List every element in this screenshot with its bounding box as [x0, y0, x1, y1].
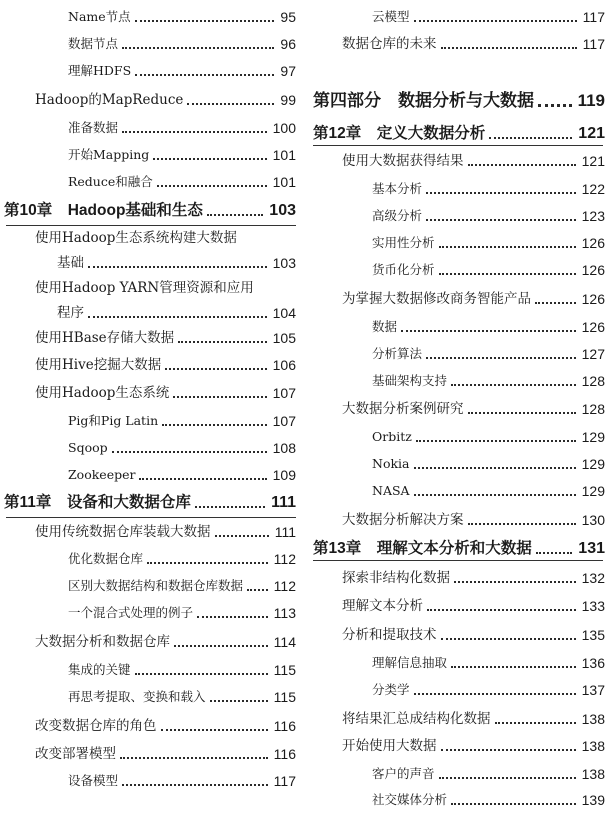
toc-entry-title: 基础 — [57, 255, 84, 271]
toc-entry-title: 开始Mapping — [68, 147, 150, 162]
dot-leader — [489, 137, 572, 139]
page-number: 119 — [577, 91, 605, 110]
page-number: 139 — [581, 792, 605, 808]
page-number: 122 — [581, 181, 605, 197]
toc-entry-sub[interactable] — [309, 650, 605, 676]
page-number: 103 — [272, 255, 296, 271]
toc-entry-sub[interactable] — [309, 677, 605, 703]
toc-entry-title: 分析算法 — [372, 346, 423, 361]
dot-leader — [451, 803, 576, 805]
toc-entry-sec[interactable] — [0, 352, 296, 378]
toc-entry-sec[interactable] — [0, 713, 296, 739]
toc-entry-title: 一个混合式处理的例子 — [68, 605, 194, 620]
dot-leader — [451, 666, 576, 668]
page-number: 129 — [581, 456, 605, 472]
toc-entry-sub[interactable] — [309, 176, 605, 202]
dot-leader — [439, 273, 576, 275]
page-number: 123 — [581, 208, 605, 224]
page-number: 126 — [581, 319, 605, 335]
dot-leader — [195, 506, 265, 508]
page-number: 129 — [581, 429, 605, 445]
toc-entry-sec[interactable] — [0, 629, 296, 655]
dot-leader — [426, 219, 576, 221]
toc-entry-sub[interactable] — [0, 435, 296, 461]
dot-leader — [147, 562, 268, 564]
toc-entry-title: Nokia — [372, 456, 410, 471]
toc-entry-sec[interactable] — [309, 733, 605, 759]
dot-leader — [536, 552, 573, 554]
toc-entry-sub[interactable] — [0, 4, 296, 30]
toc-entry-title: Reduce和融合 — [68, 174, 153, 189]
page-number: 105 — [272, 330, 296, 346]
page-number: 95 — [280, 9, 296, 25]
toc-entry-chapter[interactable] — [309, 536, 605, 562]
page-number: 121 — [578, 125, 605, 142]
page-number: 116 — [273, 746, 296, 762]
dot-leader — [161, 729, 268, 731]
toc-entry-sec[interactable] — [309, 148, 605, 174]
toc-entry-title: 数据仓库的未来 — [342, 36, 437, 52]
toc-entry-title: 开始使用大数据 — [342, 738, 437, 754]
dot-leader — [187, 103, 274, 105]
toc-entry-sub[interactable] — [0, 408, 296, 434]
toc-entry-part[interactable] — [309, 88, 605, 114]
toc-entry-sub[interactable] — [309, 451, 605, 477]
toc-entry-title: 探索非结构化数据 — [342, 570, 450, 586]
page-number: 113 — [273, 605, 296, 621]
page-number: 103 — [269, 202, 296, 219]
dot-leader — [122, 131, 267, 133]
toc-entry-title: 使用传统数据仓库装载大数据 — [35, 524, 211, 540]
toc-entry-sec[interactable] — [0, 519, 296, 545]
page-number: 127 — [581, 346, 605, 362]
toc-entry-sub[interactable] — [0, 600, 296, 626]
toc-entry-title: Name节点 — [68, 9, 131, 24]
toc-entry-title: 程序 — [57, 305, 84, 321]
page-number: 131 — [578, 540, 605, 557]
toc-entry-title: 理解信息抽取 — [372, 655, 448, 670]
dot-leader — [165, 368, 266, 370]
page-number: 136 — [581, 655, 605, 671]
chapter-title: 第10章 Hadoop基础和生态 — [4, 202, 203, 219]
dot-leader — [88, 316, 267, 318]
toc-entry-sub[interactable] — [0, 657, 296, 683]
toc-entry-title: 实用性分析 — [372, 235, 435, 250]
dot-leader — [451, 384, 576, 386]
toc-entry-sub[interactable] — [309, 368, 605, 394]
toc-entry-title: 客户的声音 — [372, 766, 435, 781]
dot-leader — [174, 645, 268, 647]
page-number: 100 — [272, 120, 296, 136]
toc-entry-sub[interactable] — [0, 31, 296, 57]
toc-entry-sub[interactable] — [309, 761, 605, 787]
page-number: 101 — [272, 147, 296, 163]
page-number: 117 — [273, 773, 296, 789]
toc-entry-title: 社交媒体分析 — [372, 792, 448, 807]
dot-leader — [441, 47, 577, 49]
part-title: 第四部分 数据分析与大数据 — [313, 91, 534, 110]
page-number: 111 — [271, 494, 296, 511]
toc-entry-chapter[interactable] — [0, 198, 296, 224]
page-number: 138 — [581, 738, 605, 754]
dot-leader — [468, 523, 576, 525]
page-number: 126 — [581, 235, 605, 251]
toc-entry-title: NASA — [372, 483, 410, 498]
dot-leader — [468, 412, 576, 414]
toc-entry-title: 大数据分析解决方案 — [342, 512, 464, 528]
toc-entry-sub[interactable] — [309, 203, 605, 229]
dot-leader — [414, 494, 576, 496]
page-number: 112 — [273, 578, 296, 594]
toc-entry-title: 使用Hive挖掘大数据 — [35, 357, 162, 373]
page-number: 137 — [581, 682, 605, 698]
toc-entry-title: 改变部署模型 — [35, 746, 116, 762]
page-number: 128 — [581, 373, 605, 389]
page-number: 117 — [582, 36, 605, 52]
page-number: 108 — [272, 440, 296, 456]
dot-leader — [426, 192, 576, 194]
dot-leader — [427, 609, 576, 611]
toc-entry-sec[interactable] — [0, 87, 296, 113]
toc-entry-title: 使用大数据获得结果 — [342, 153, 464, 169]
toc-entry-title: 区别大数据结构和数据仓库数据 — [68, 578, 244, 593]
toc-entry-sec[interactable] — [309, 706, 605, 732]
page-number: 133 — [581, 598, 605, 614]
toc-entry-sec[interactable] — [309, 593, 605, 619]
toc-entry-title: 使用Hadoop生态系统 — [35, 385, 170, 401]
toc-entry-sub[interactable] — [309, 4, 605, 30]
dot-leader — [157, 185, 267, 187]
page-number: 115 — [273, 662, 296, 678]
dot-leader — [122, 784, 268, 786]
dot-leader — [439, 246, 576, 248]
toc-entry-title: Zookeeper — [68, 467, 136, 482]
chapter-title: 第13章 理解文本分析和大数据 — [313, 540, 532, 557]
dot-leader — [416, 440, 576, 442]
toc-entry-sub[interactable] — [0, 115, 296, 141]
page-number: 111 — [274, 524, 296, 540]
toc-entry-title: 基本分析 — [372, 181, 423, 196]
page-number: 107 — [272, 413, 296, 429]
dot-leader — [414, 467, 576, 469]
toc-entry-sec[interactable] — [309, 286, 605, 312]
toc-entry-sub[interactable] — [0, 142, 296, 168]
toc-entry-sec[interactable] — [309, 622, 605, 648]
toc-entry-chapter[interactable] — [0, 490, 296, 516]
page-number: 101 — [272, 174, 296, 190]
toc-entry-title: 基础架构支持 — [372, 373, 448, 388]
page-number: 138 — [581, 711, 605, 727]
dot-leader — [210, 700, 268, 702]
page-number: 116 — [273, 718, 296, 734]
dot-leader — [135, 74, 274, 76]
toc-entry-sub[interactable] — [309, 478, 605, 504]
page-number: 126 — [581, 291, 605, 307]
toc-entry-sec[interactable] — [309, 396, 605, 422]
dot-leader — [426, 357, 576, 359]
toc-entry-sub[interactable] — [0, 58, 296, 84]
toc-entry-title: 集成的关键 — [68, 662, 131, 677]
toc-entry-title: 为掌握大数据修改商务智能产品 — [342, 291, 531, 307]
toc-entry-title: 使用Hadoop生态系统构建大数据 — [35, 230, 237, 246]
dot-leader — [139, 478, 266, 480]
toc-entry-title: 大数据分析案例研究 — [342, 401, 464, 417]
dot-leader — [207, 214, 263, 216]
toc-entry-sec[interactable] — [0, 325, 296, 351]
toc-entry-title: Hadoop的MapReduce — [35, 92, 184, 108]
toc-entry-sec[interactable] — [309, 565, 605, 591]
toc-entry-title: 准备数据 — [68, 120, 119, 135]
toc-entry-sub[interactable] — [309, 314, 605, 340]
chapter-title: 第11章 设备和大数据仓库 — [4, 494, 191, 511]
toc-entry-sub[interactable] — [309, 257, 605, 283]
toc-entry-sub[interactable] — [0, 462, 296, 488]
toc-entry-sub[interactable] — [0, 573, 296, 599]
dot-leader — [162, 424, 267, 426]
chapter-rule — [6, 517, 296, 518]
dot-leader — [178, 341, 266, 343]
dot-leader — [441, 749, 576, 751]
toc-entry-title: 改变数据仓库的角色 — [35, 718, 157, 734]
dot-leader — [215, 535, 269, 537]
toc-entry-sec[interactable] — [0, 741, 296, 767]
toc-entry-title: 使用Hadoop YARN管理资源和应用 — [35, 280, 254, 296]
chapter-title: 第12章 定义大数据分析 — [313, 125, 486, 142]
dot-leader — [153, 158, 266, 160]
toc-entry-sub[interactable] — [309, 341, 605, 367]
toc-entry-sub[interactable] — [309, 424, 605, 450]
toc-entry-first-line[interactable] — [0, 276, 296, 300]
dot-leader — [414, 20, 577, 22]
toc-entry-sub[interactable] — [309, 230, 605, 256]
page-number: 114 — [273, 634, 296, 650]
toc-entry-title: 分析和提取技术 — [342, 627, 437, 643]
toc-entry-title: 将结果汇总成结构化数据 — [342, 711, 491, 727]
page-number: 121 — [581, 153, 605, 169]
toc-entry-title: Pig和Pig Latin — [68, 413, 159, 428]
page-number: 99 — [280, 92, 296, 108]
dot-leader — [247, 589, 268, 591]
dot-leader — [454, 581, 576, 583]
toc-entry-title: 货币化分析 — [372, 262, 435, 277]
toc-entry-title: 大数据分析和数据仓库 — [35, 634, 170, 650]
dot-leader — [495, 722, 576, 724]
toc-entry-sec[interactable] — [0, 250, 296, 276]
dot-leader — [414, 693, 576, 695]
page-number: 112 — [273, 551, 296, 567]
toc-entry-title: 分类学 — [372, 682, 410, 697]
dot-leader — [468, 164, 576, 166]
toc-entry-title: 使用HBase存储大数据 — [35, 330, 175, 346]
page-number: 106 — [272, 357, 296, 373]
dot-leader — [112, 451, 267, 453]
toc-entry-title: 再思考提取、变换和载入 — [68, 689, 206, 704]
dot-leader — [441, 638, 576, 640]
page-number: 97 — [280, 63, 296, 79]
page-number: 126 — [581, 262, 605, 278]
toc-entry-title: 优化数据仓库 — [68, 551, 144, 566]
toc-entry-title: 理解文本分析 — [342, 598, 423, 614]
page-number: 135 — [581, 627, 605, 643]
dot-leader — [122, 47, 274, 49]
dot-leader — [538, 104, 572, 107]
dot-leader — [197, 616, 268, 618]
dot-leader — [401, 330, 576, 332]
toc-entry-sec[interactable] — [0, 380, 296, 406]
toc-entry-title: 数据 — [372, 319, 398, 334]
toc-entry-title: 数据节点 — [68, 36, 119, 51]
toc-entry-title: 设备模型 — [68, 773, 119, 788]
toc-entry-title: 理解HDFS — [68, 63, 132, 78]
toc-entry-sec[interactable] — [309, 507, 605, 533]
page-number: 109 — [272, 467, 296, 483]
dot-leader — [535, 302, 576, 304]
toc-entry-title: 高级分析 — [372, 208, 423, 223]
toc-entry-title: 云模型 — [372, 9, 410, 24]
toc-entry-chapter[interactable] — [309, 121, 605, 147]
dot-leader — [88, 266, 267, 268]
page-number: 96 — [280, 36, 296, 52]
page-number: 128 — [581, 401, 605, 417]
toc-entry-first-line[interactable] — [0, 226, 296, 250]
page-number: 115 — [273, 689, 296, 705]
toc-entry-sub[interactable] — [309, 787, 605, 813]
toc-entry-sub[interactable] — [0, 169, 296, 195]
page-number: 132 — [581, 570, 605, 586]
toc-entry-sub[interactable] — [0, 546, 296, 572]
toc-entry-sec[interactable] — [309, 31, 605, 57]
toc-entry-title: Sqoop — [68, 440, 108, 455]
dot-leader — [135, 20, 275, 22]
toc-entry-title: Orbitz — [372, 429, 412, 444]
dot-leader — [439, 777, 576, 779]
dot-leader — [173, 396, 266, 398]
page-number: 129 — [581, 483, 605, 499]
page-number: 138 — [581, 766, 605, 782]
page-number: 107 — [272, 385, 296, 401]
page-number: 117 — [582, 9, 605, 25]
dot-leader — [120, 757, 268, 759]
toc-entry-sec[interactable] — [0, 300, 296, 326]
page-number: 104 — [272, 305, 296, 321]
toc-entry-sub[interactable] — [0, 768, 296, 794]
page-number: 130 — [581, 512, 605, 528]
toc-entry-sub[interactable] — [0, 684, 296, 710]
dot-leader — [135, 673, 268, 675]
